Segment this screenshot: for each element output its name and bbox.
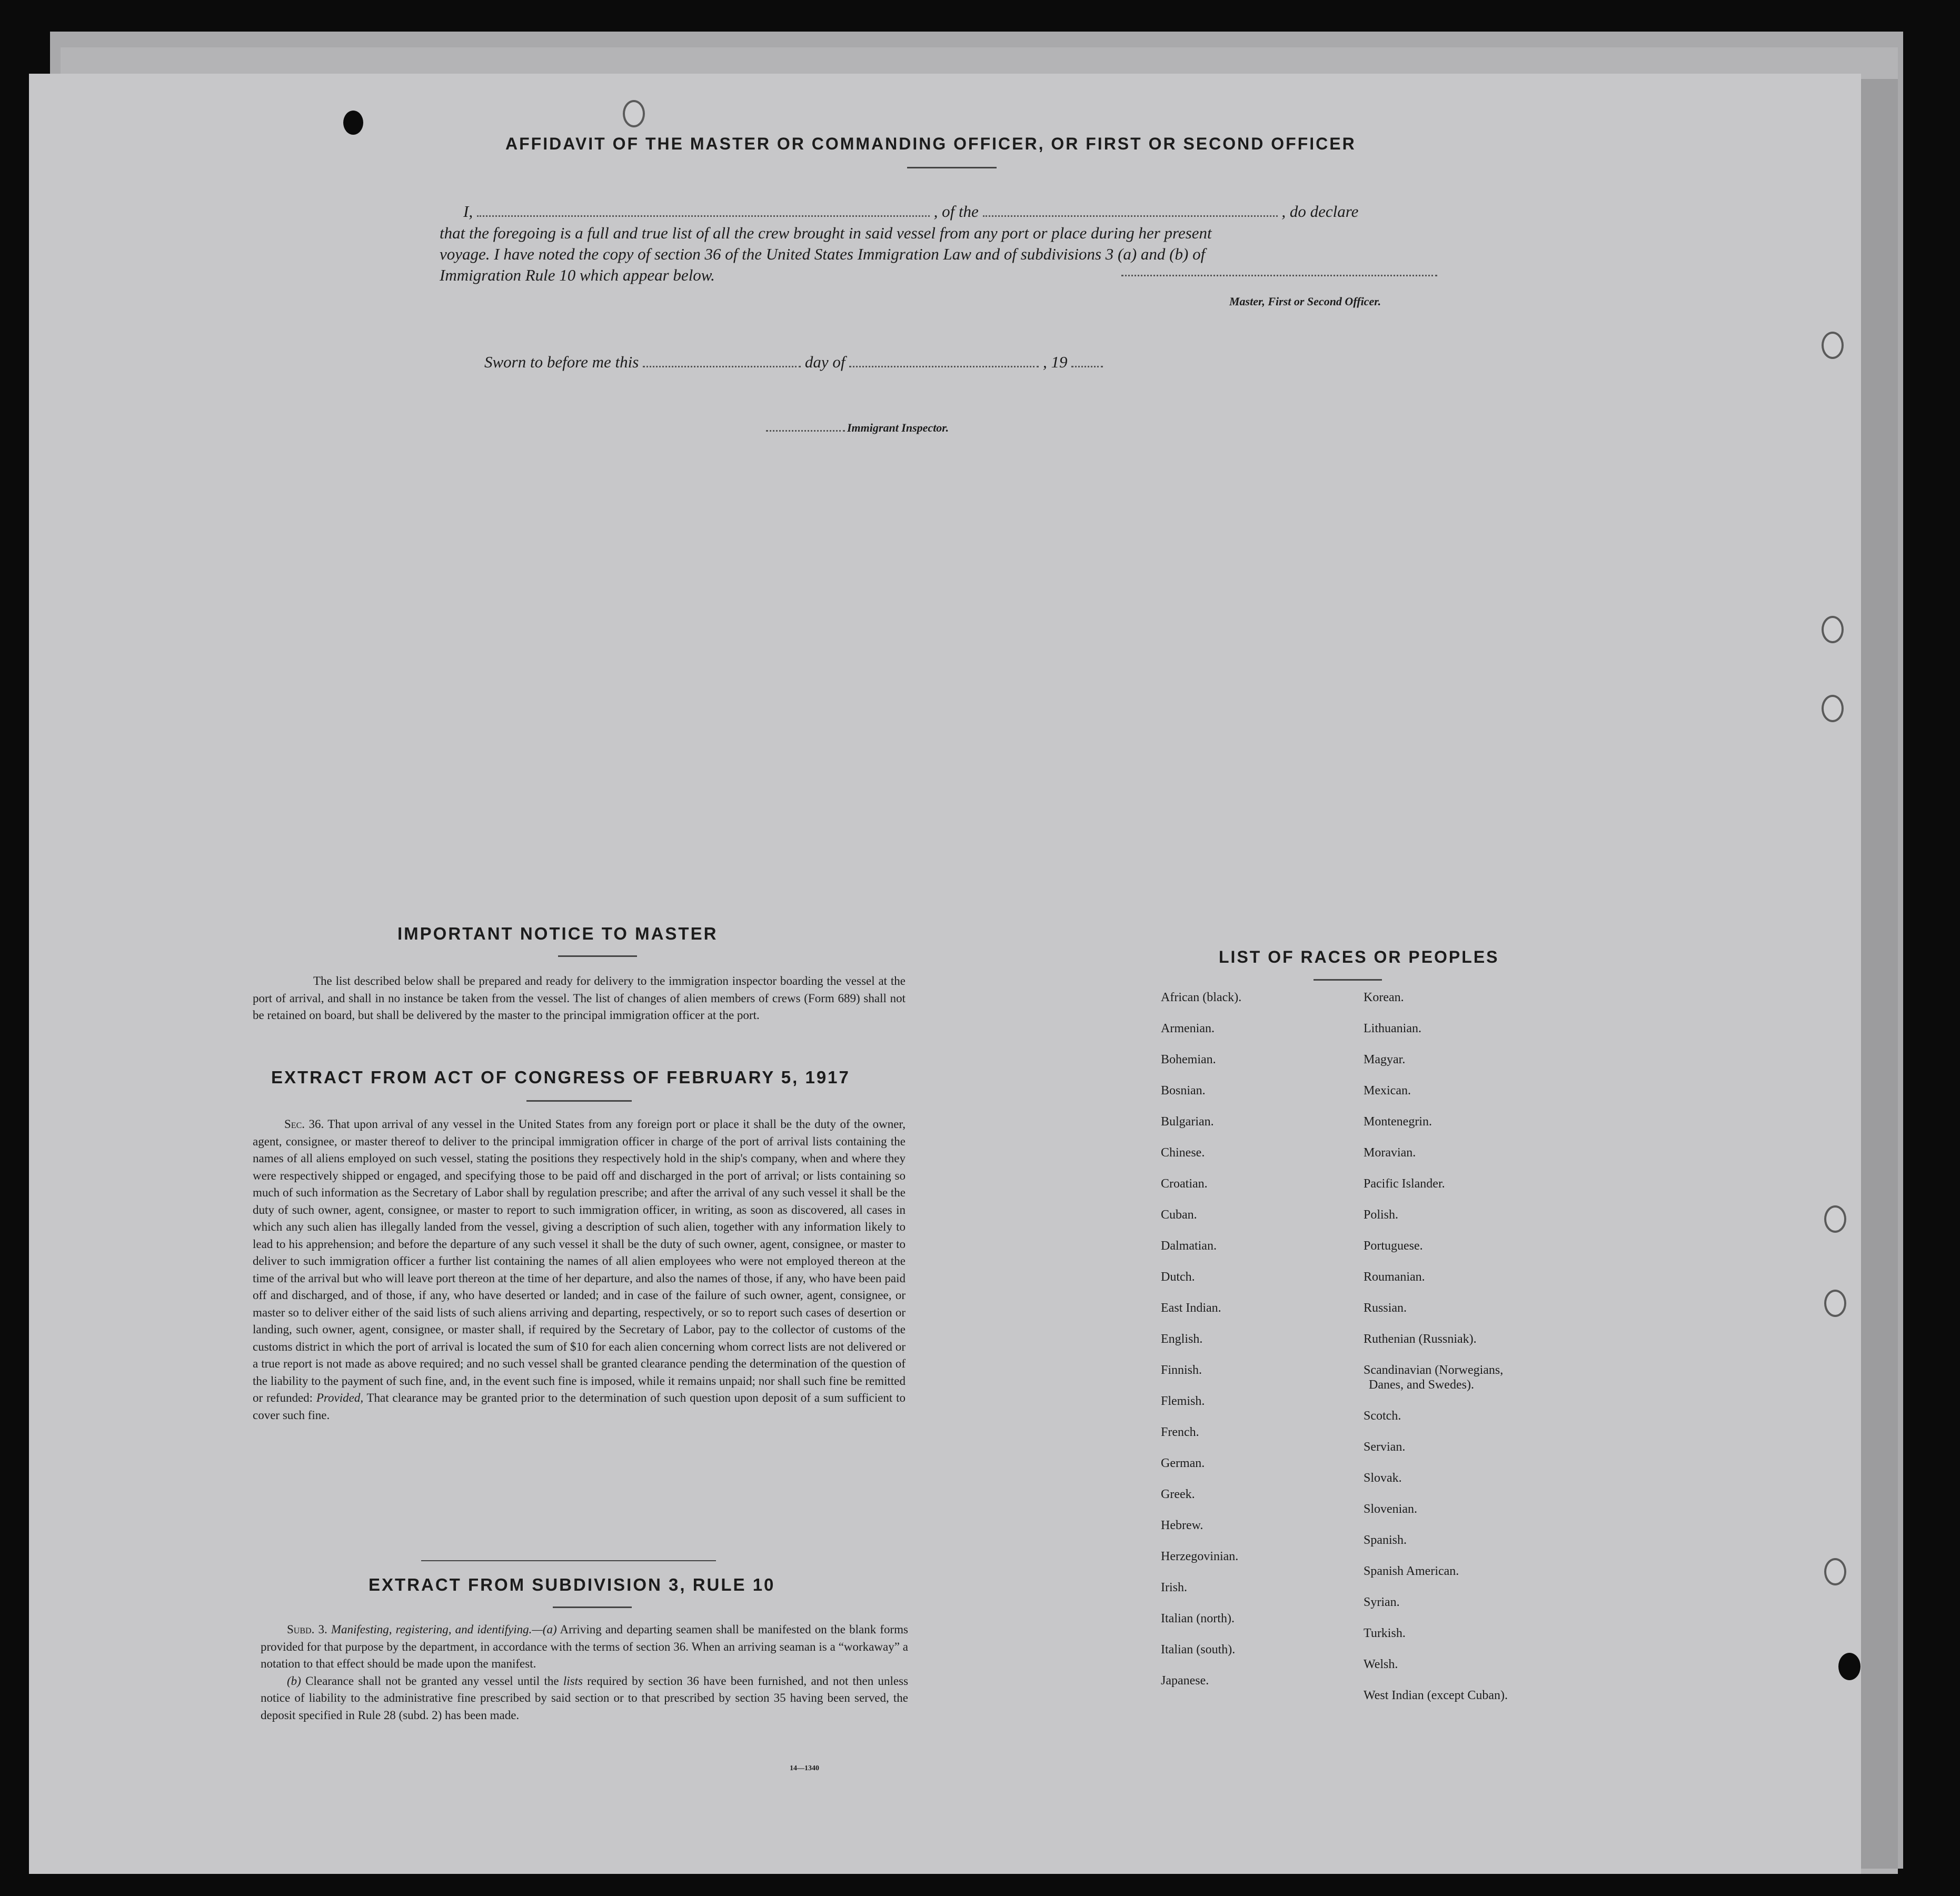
race-item: Syrian.	[1364, 1595, 1400, 1609]
declare-i: I,	[463, 202, 473, 221]
sworn-year: , 19	[1042, 353, 1068, 371]
race-item: Armenian.	[1161, 1022, 1215, 1035]
punch-hole-icon	[343, 111, 363, 135]
race-item: Herzegovinian.	[1161, 1550, 1239, 1563]
affidavit-line: that the foregoing is a full and true list of all the crew brought in said vessel from any port or place during her present	[440, 224, 1212, 242]
race-item: Irish.	[1161, 1581, 1187, 1594]
signature-blank[interactable]	[1121, 270, 1437, 279]
race-item: Dalmatian.	[1161, 1239, 1217, 1253]
race-item: Russian.	[1364, 1301, 1407, 1315]
rule-extract-title: EXTRACT FROM SUBDIVISION 3, RULE 10	[369, 1575, 775, 1594]
affidavit-line: voyage. I have noted the copy of section 36 of the United States Immigration Law and of subdivisions 3 (a) and (b) of	[440, 245, 1206, 263]
subdivision-a-text: Arriving and departing seamen shall be manifested on the blank forms provided for that purpose by the department, in accordance with the terms of section 36. When an arriving seaman is a “workaway” a notation to that effect should be made upon the manifest.	[261, 1623, 909, 1670]
proviso-text: That clearance may be granted prior to the determination of such question upon deposit of a sum sufficient to cover such fine.	[253, 1391, 906, 1422]
form-number: 14—1340	[790, 1764, 819, 1772]
section-label: Sec. 36.	[284, 1117, 324, 1131]
month-blank[interactable]	[849, 366, 1039, 367]
subdivision-b-label: (b)	[287, 1674, 301, 1688]
punch-hole-icon	[1824, 1205, 1846, 1233]
punch-hole-icon	[1824, 1558, 1846, 1585]
year-blank[interactable]	[1071, 366, 1103, 367]
declare-do-declare: , do declare	[1281, 202, 1359, 221]
race-item: Croatian.	[1161, 1177, 1208, 1191]
race-item: Korean.	[1364, 991, 1404, 1004]
section-divider	[421, 1560, 716, 1561]
affidavit-title: AFFIDAVIT OF THE MASTER OR COMMANDING OFFICER, OR FIRST OR SECOND OFFICER	[505, 134, 1356, 153]
race-item: West Indian (except Cuban).	[1364, 1689, 1508, 1702]
affidavit-line: Immigration Rule 10 which appear below.	[440, 266, 715, 284]
rule-extract-text	[261, 1621, 908, 1724]
name-blank[interactable]	[477, 215, 930, 217]
subdivision-heading: Manifesting, registering, and identifying.—(a)	[331, 1623, 557, 1636]
race-item: Flemish.	[1161, 1394, 1205, 1408]
race-item: Roumanian.	[1364, 1270, 1425, 1284]
inspector-caption: Immigrant Inspector.	[847, 421, 949, 434]
vessel-blank[interactable]	[983, 215, 1278, 217]
race-item: Spanish.	[1364, 1533, 1407, 1547]
race-item: Japanese.	[1161, 1674, 1209, 1688]
title-underline	[553, 1606, 632, 1608]
race-item: Hebrew.	[1161, 1519, 1203, 1532]
race-item: Greek.	[1161, 1488, 1195, 1501]
race-item: Bosnian.	[1161, 1084, 1206, 1097]
punch-hole-icon	[623, 100, 645, 127]
sworn-prefix: Sworn to before me this	[484, 353, 639, 371]
race-item: Portuguese.	[1364, 1239, 1423, 1253]
notice-text: The list described below shall be prepared and ready for delivery to the immigration inspector boarding the vessel at the port of arrival, and shall in no instance be taken from the vessel. The list of changes of alien members of crews (Form 689) shall not be retained on board, but shall be delivered by the master to the principal immigration officer at the port.	[253, 974, 906, 1022]
title-underline	[526, 1100, 632, 1102]
race-item: East Indian.	[1161, 1301, 1221, 1315]
declaration-line	[463, 201, 1516, 222]
race-item: French.	[1161, 1425, 1199, 1439]
race-item: Dutch.	[1161, 1270, 1195, 1284]
race-item: Cuban.	[1161, 1208, 1197, 1222]
race-item: Ruthenian (Russniak).	[1364, 1332, 1477, 1346]
punch-hole-icon	[1824, 1290, 1846, 1317]
signature-caption: Master, First or Second Officer.	[1229, 295, 1381, 308]
race-item: Slovenian.	[1364, 1502, 1417, 1516]
race-item: Finnish.	[1161, 1363, 1202, 1377]
race-item: Lithuanian.	[1364, 1022, 1421, 1035]
race-item: Italian (north).	[1161, 1612, 1235, 1625]
race-item: Chinese.	[1161, 1146, 1205, 1160]
race-item: Montenegrin.	[1364, 1115, 1432, 1129]
race-item: Polish.	[1364, 1208, 1399, 1222]
punch-hole-icon	[1822, 332, 1844, 359]
race-item: Mexican.	[1364, 1084, 1411, 1097]
subdivision-b-pre: Clearance shall not be granted any vessel until the	[305, 1674, 559, 1688]
race-item: African (black).	[1161, 991, 1242, 1004]
section-body: That upon arrival of any vessel in the United States from any foreign port or place it shall be the duty of the owner, agent, consignee, or master thereof to deliver to the principal immigration officer in charge of the port of arrival lists containing the names of all aliens employed on such vessel, stating the positions they respectively hold in the ship's company, when and where they were respectively shipped or engaged, and specifying those to be paid off and discharged in the port of arrival; or lists containing so much of such information as the Secretary of Labor shall by regulation prescribe; and after the arrival of any such vessel it shall be the duty of such owner, agent, consignee, or master to report to such immigration officer, in writing, as soon as discovered, all cases in which any such alien has illegally landed from the vessel, giving a description of such alien, together with any information likely to lead to his apprehension; and before the departure of any such vessel it shall be the duty of such owner, agent, consignee, or master to deliver to such immigration officer a further list containing the names of all alien employees who were not employed thereon at the time of the arrival but who will leave port thereon at the time of her departure, and also the names of those, if any, who have been paid off and discharged, and of those, if any, who have deserted or landed; and in case of the failure of such owner, agent, consignee, or master so to deliver either of the said lists of such aliens arriving and departing, respectively, or so to report such cases of desertion or landing, such owner, agent, consignee, or master shall, if required by the Secretary of Labor, pay to the collector of customs of the customs district in which the port of arrival is located the sum of $10 for each alien concerning whom correct lists are not delivered or a true report is not made as above required; and no such vessel shall be granted clearance pending the determination of the question of the liability to the payment of such fine, and, in the event such fine is imposed, while it remains unpaid; nor shall such fine be remitted or refunded:	[253, 1117, 906, 1404]
race-item: Italian (south).	[1161, 1643, 1236, 1656]
race-item: Spanish American.	[1364, 1564, 1459, 1578]
subdivision-label: Subd. 3.	[287, 1623, 327, 1636]
race-item: Welsh.	[1364, 1658, 1398, 1671]
races-title: LIST OF RACES OR PEOPLES	[1219, 947, 1499, 966]
race-item: Slovak.	[1364, 1471, 1402, 1485]
race-item: Bulgarian.	[1161, 1115, 1214, 1129]
day-blank[interactable]	[643, 366, 801, 367]
act-extract-title: EXTRACT FROM ACT OF CONGRESS OF FEBRUARY 5, 1917	[271, 1067, 850, 1087]
proviso-word: Provided,	[316, 1391, 364, 1404]
title-underline	[558, 955, 637, 957]
race-item: Moravian.	[1364, 1146, 1416, 1160]
race-item: Scotch.	[1364, 1409, 1401, 1423]
race-item: Pacific Islander.	[1364, 1177, 1445, 1191]
title-underline	[907, 167, 997, 168]
page-edge	[1861, 79, 1898, 1869]
subdivision-b-lists: lists	[563, 1674, 583, 1688]
race-item: Magyar.	[1364, 1053, 1406, 1066]
declare-of-the: , of the	[933, 202, 979, 221]
act-extract-text	[253, 1116, 906, 1424]
sworn-day-of: day of	[804, 353, 845, 371]
notice-title: IMPORTANT NOTICE TO MASTER	[397, 924, 718, 943]
sworn-line	[484, 352, 1103, 373]
race-item: English.	[1161, 1332, 1203, 1346]
inspector-line	[766, 421, 949, 435]
race-item: Bohemian.	[1161, 1053, 1216, 1066]
race-item: German.	[1161, 1456, 1205, 1470]
subdivision-b-post: required by section 36 have been furnished, and not then unless notice of liability to the administrative fine prescribed by said section or to that prescribed by section 35 having been served, the deposit specified in Rule 28 (subd. 2) has been made.	[261, 1674, 909, 1722]
form-page	[29, 74, 1861, 1874]
race-item: Scandinavian (Norwegians,	[1364, 1363, 1504, 1377]
inspector-blank[interactable]	[766, 430, 845, 432]
title-underline	[1314, 979, 1382, 981]
race-item: Turkish.	[1364, 1626, 1406, 1640]
race-item: Servian.	[1364, 1440, 1406, 1454]
race-item: Danes, and Swedes).	[1369, 1378, 1474, 1392]
punch-hole-icon	[1822, 616, 1844, 643]
punch-hole-icon	[1838, 1653, 1860, 1680]
punch-hole-icon	[1822, 695, 1844, 722]
